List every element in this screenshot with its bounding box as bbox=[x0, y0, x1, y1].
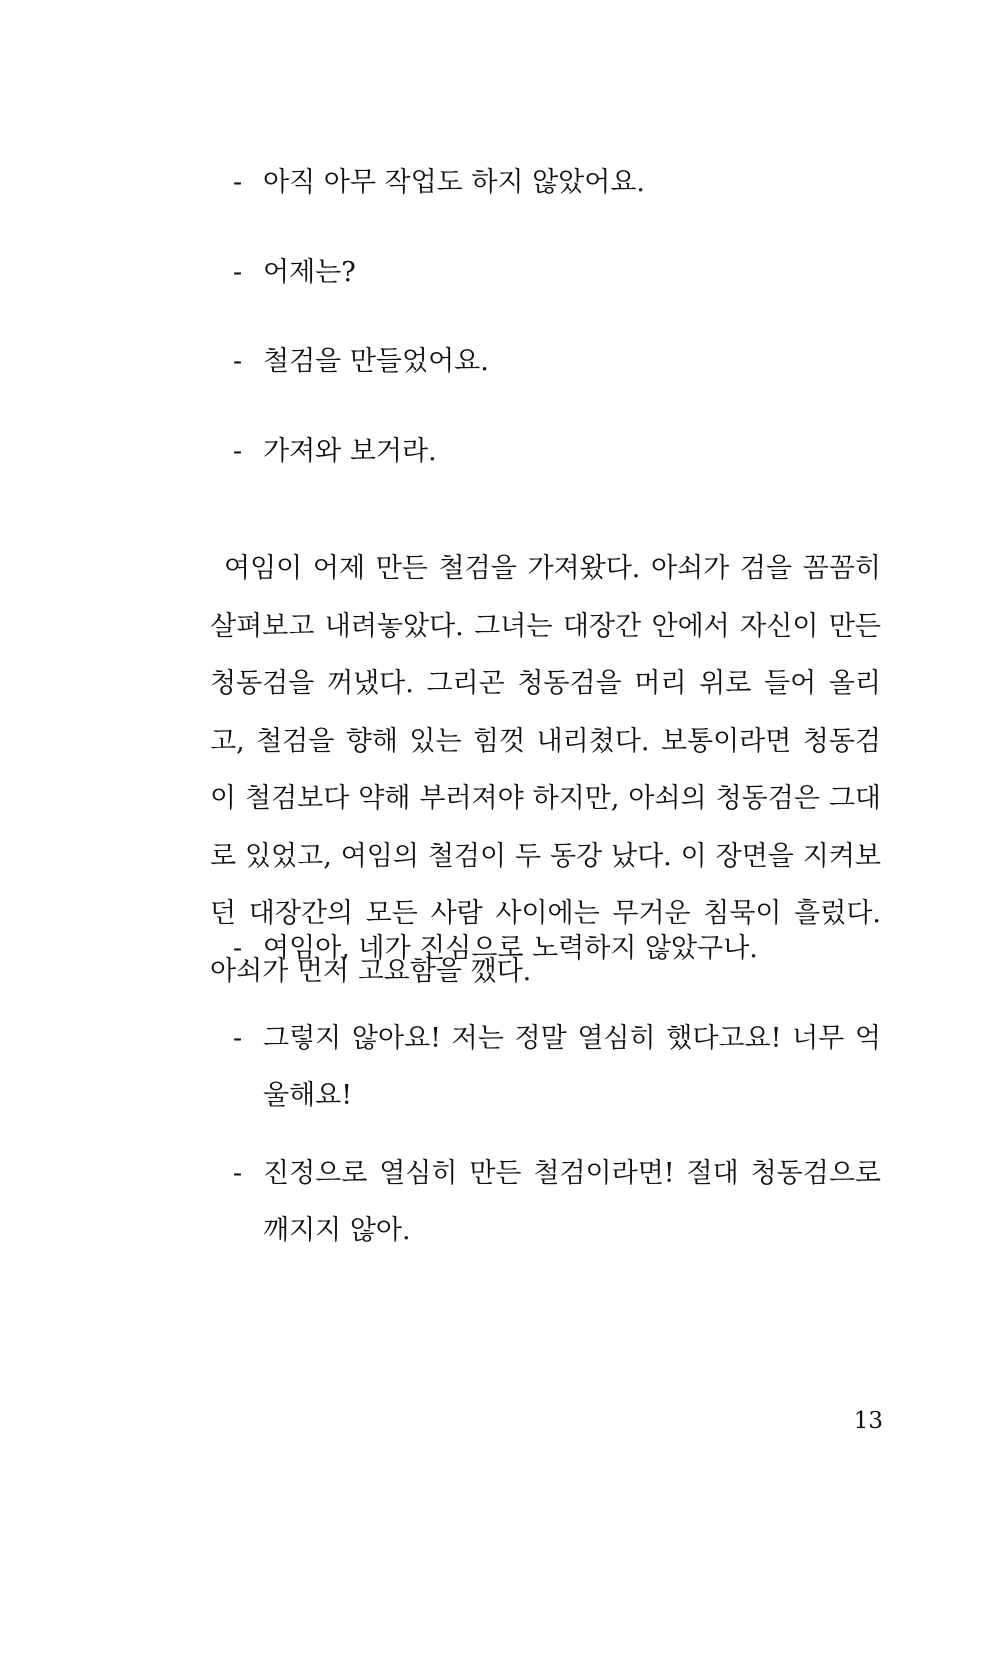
dialogue-line bbox=[233, 1145, 881, 1259]
narration-paragraph: 여임이 어제 만든 철검을 가져왔다. 아쇠가 검을 꼼꼼히 살펴보고 내려놓았다. 그녀는 대장간 안에서 자신이 만든 청동검을 꺼냈다. 그리곤 청동검을 머리 위로 들어 올리고, 철검을 향해 있는 힘껏 내리쳤다. 보통이라면 청동검이 철검보다 약해 부러져야 하지만, 아쇠의 청동검은 그대로 있었고, 여임의 철검이 두 동강 났다. 이 장면을 지켜보던 대장간의 모든 사람 사이에는 무거운 침묵이 흘렀다. 아쇠가 먼저 고요함을 깼다. bbox=[210, 553, 881, 987]
dialogue-line bbox=[233, 423, 881, 480]
dialogue-dash: - bbox=[233, 257, 243, 288]
dialogue-text: 아직 아무 작업도 하지 않았어요. bbox=[263, 167, 645, 198]
page-number: 13 bbox=[853, 1408, 883, 1434]
dialogue-line bbox=[233, 154, 881, 211]
dialogue-dash: - bbox=[233, 1158, 243, 1189]
dialogue-text: 그렇지 않아요! 저는 정말 열심히 했다고요! 너무 억울해요! bbox=[263, 1023, 881, 1111]
dialogue-text: 어제는? bbox=[263, 257, 356, 288]
dialogue-line bbox=[233, 920, 881, 977]
dialogue-line bbox=[233, 333, 881, 390]
dialogue-line bbox=[233, 244, 881, 301]
dialogue-dash: - bbox=[233, 1023, 243, 1054]
dialogue-line bbox=[233, 1010, 881, 1124]
dialogue-text: 가져와 보거라. bbox=[263, 436, 437, 467]
dialogue-dash: - bbox=[233, 346, 243, 377]
dialogue-dash: - bbox=[233, 167, 243, 198]
dialogue-dash: - bbox=[233, 933, 243, 964]
dialogue-text: 진정으로 열심히 만든 철검이라면! 절대 청동검으로 깨지지 않아. bbox=[263, 1158, 881, 1246]
dialogue-dash: - bbox=[233, 436, 243, 467]
dialogue-text: 여임아, 네가 진심으로 노력하지 않았구나. bbox=[263, 933, 758, 964]
dialogue-text: 철검을 만들었어요. bbox=[263, 346, 489, 377]
